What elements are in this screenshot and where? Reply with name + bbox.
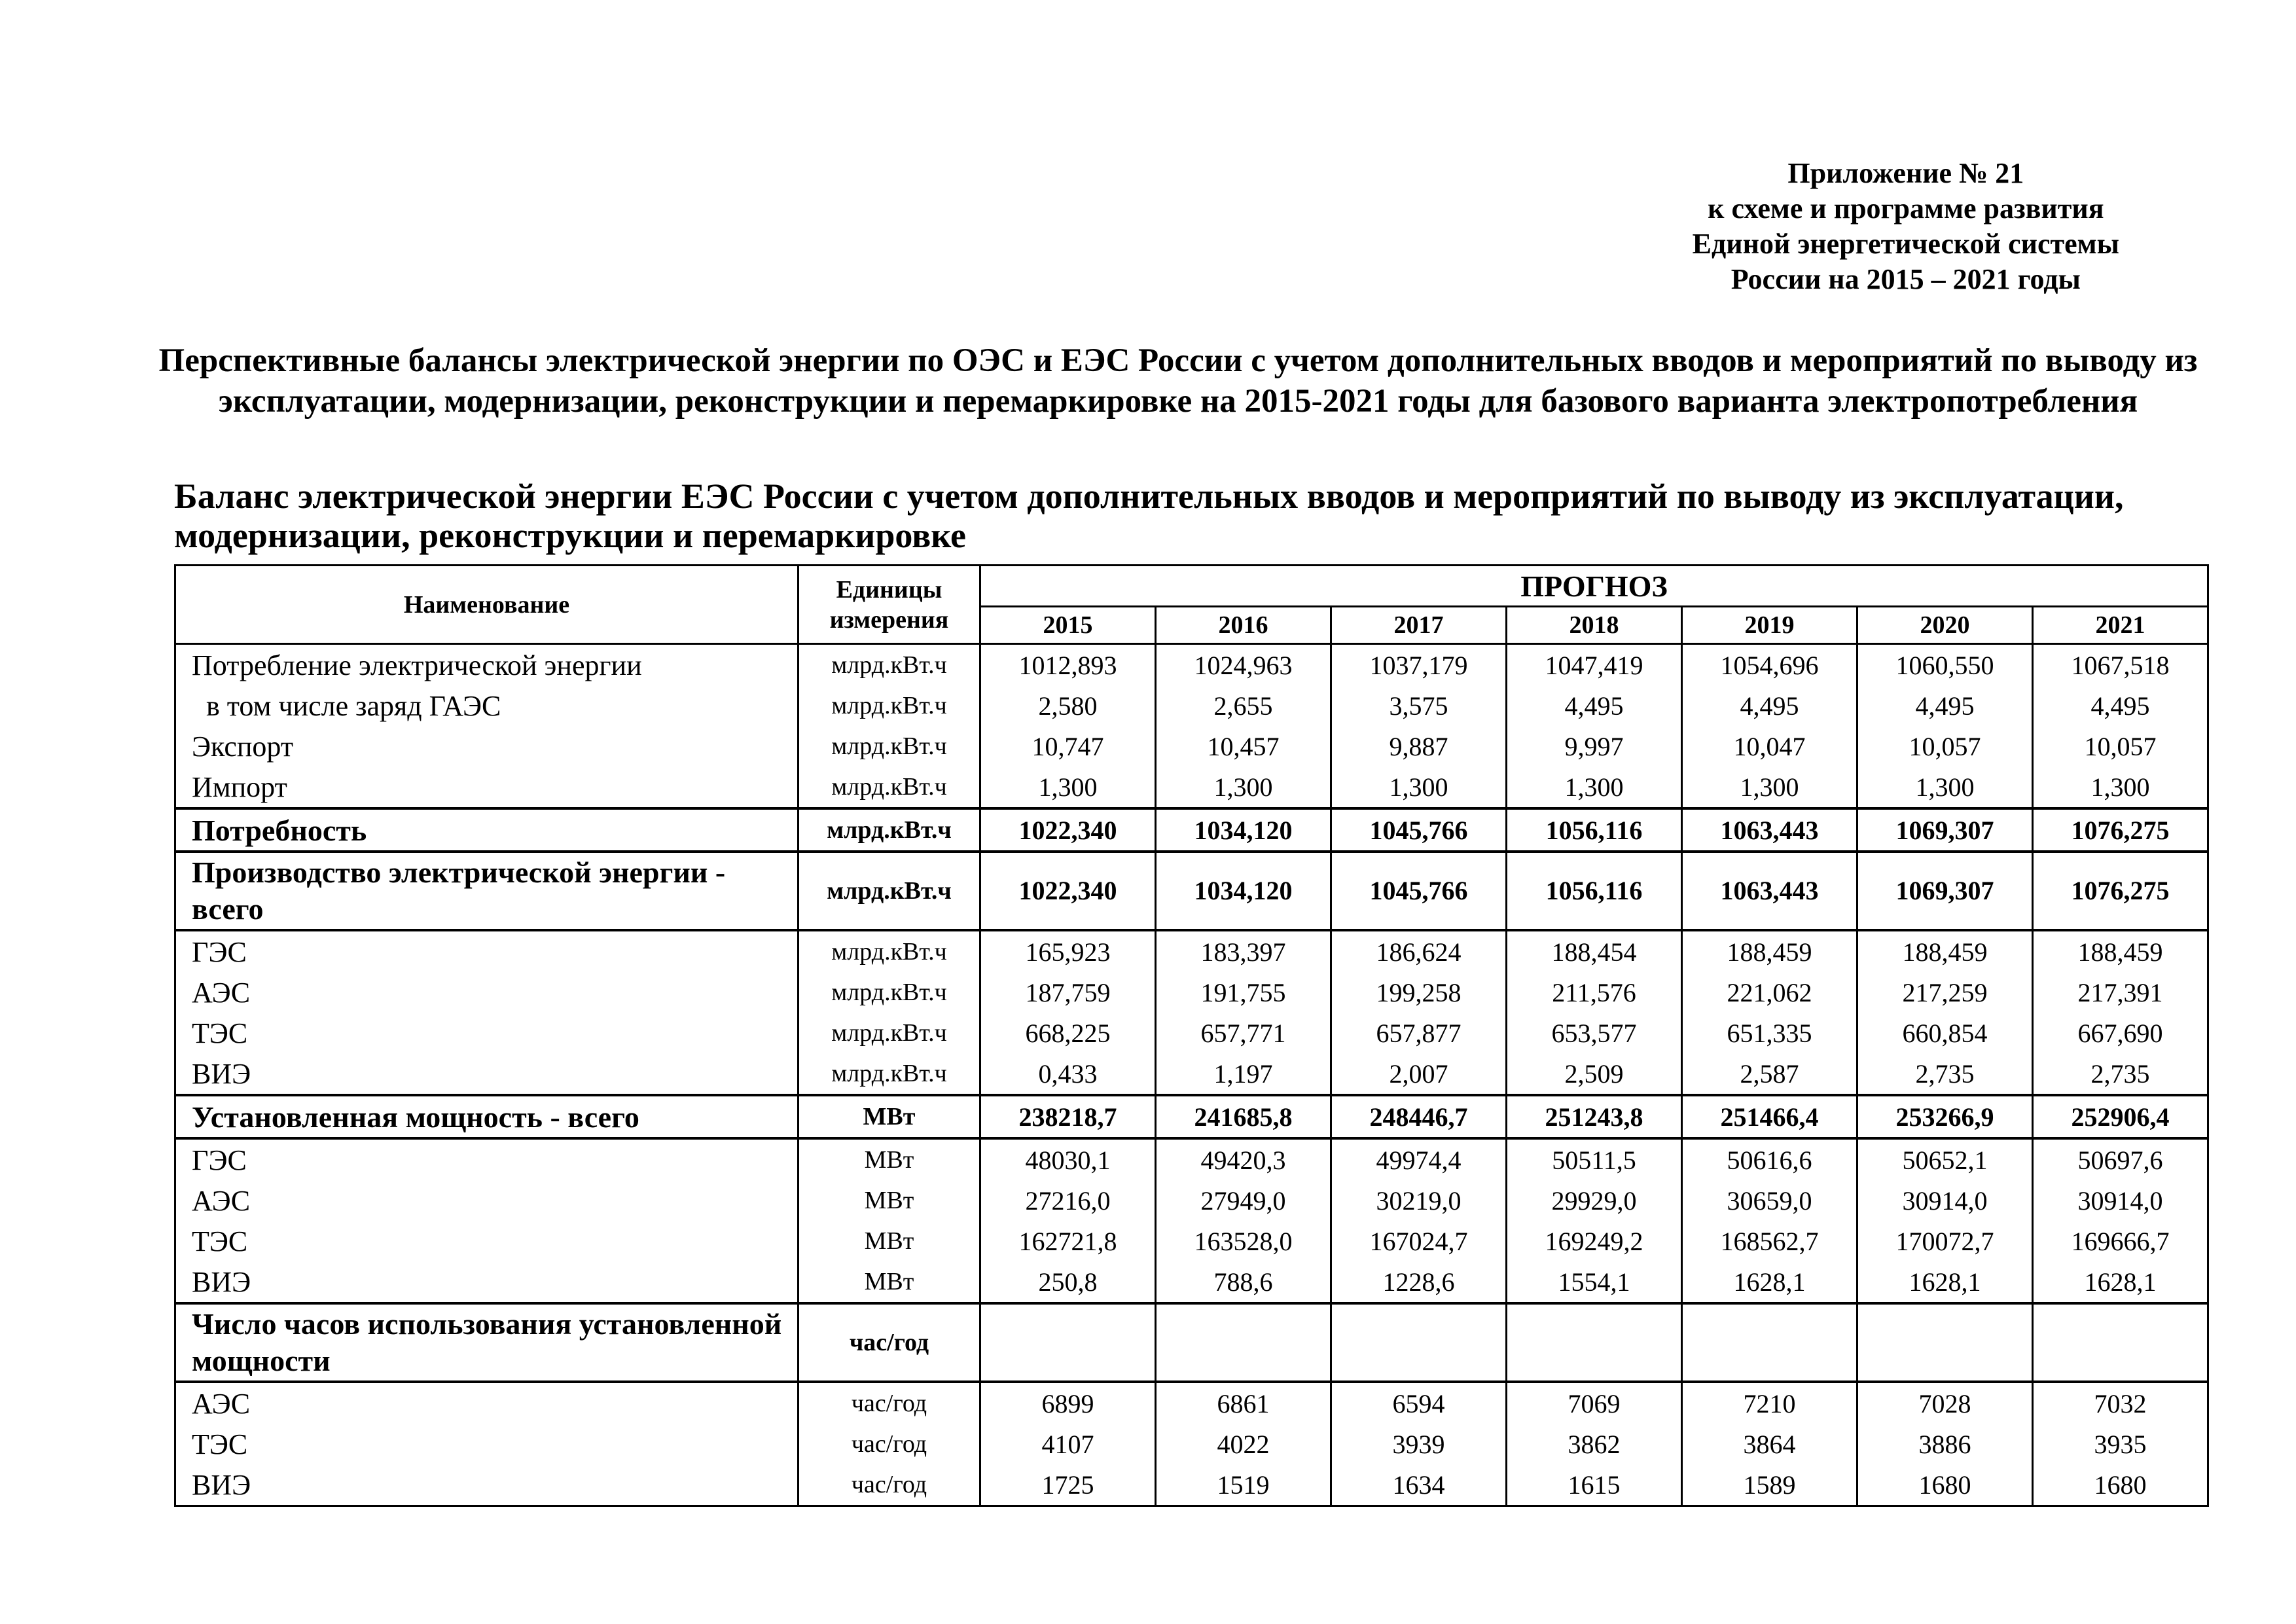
value-cell: 50511,5 (1507, 1138, 1682, 1180)
row-name: АЭС (175, 972, 798, 1013)
header-unit-line-1: Единицы (836, 575, 942, 604)
table-row (175, 644, 2208, 686)
header-year: 2019 (1682, 607, 1857, 644)
row-name: ВИЭ (175, 1261, 798, 1303)
appendix-block (1693, 156, 2119, 297)
value-cell: 188,459 (2033, 930, 2208, 972)
document-title: Перспективные балансы электрической энергии по ОЭС и ЕЭС России с учетом дополнительных вводов и мероприятий по выводу из эксплуатации, модернизации, реконструкции и перемаркировке на 2015-2021 годы для базового варианта электропотребления (158, 342, 2198, 420)
value-cell: 10,747 (980, 726, 1156, 767)
value-cell (1507, 1303, 1682, 1382)
table-row (175, 685, 2208, 726)
value-cell: 657,877 (1331, 1013, 1507, 1053)
value-cell: 3886 (1857, 1424, 2033, 1464)
value-cell: 2,587 (1682, 1053, 1857, 1095)
value-cell: 1012,893 (980, 644, 1156, 686)
value-cell: 6899 (980, 1382, 1156, 1424)
table-row (175, 852, 2208, 930)
header-name: Наименование (175, 566, 798, 644)
value-cell: 0,433 (980, 1053, 1156, 1095)
row-name: Потребление электрической энергии (175, 644, 798, 686)
value-cell: 165,923 (980, 930, 1156, 972)
row-name: ТЭС (175, 1013, 798, 1053)
table-row (175, 767, 2208, 808)
row-unit: МВт (798, 1180, 980, 1221)
value-cell: 1034,120 (1156, 808, 1331, 852)
value-cell: 251466,4 (1682, 1095, 1857, 1138)
row-name: ГЭС (175, 930, 798, 972)
value-cell: 188,459 (1857, 930, 2033, 972)
value-cell: 1628,1 (1682, 1261, 1857, 1303)
value-cell: 183,397 (1156, 930, 1331, 972)
row-unit: млрд.кВт.ч (798, 808, 980, 852)
value-cell: 6861 (1156, 1382, 1331, 1424)
header-year: 2016 (1156, 607, 1331, 644)
table-row (175, 726, 2208, 767)
row-unit: млрд.кВт.ч (798, 852, 980, 930)
value-cell: 30659,0 (1682, 1180, 1857, 1221)
value-cell: 1076,275 (2033, 808, 2208, 852)
value-cell: 168562,7 (1682, 1221, 1857, 1261)
table-title: Баланс электрической энергии ЕЭС России с учетом дополнительных вводов и мероприятий по выводу из эксплуатации, модернизации, реконструкции и перемаркировке (174, 477, 2124, 555)
value-cell: 169249,2 (1507, 1221, 1682, 1261)
table-row (175, 1221, 2208, 1261)
value-cell (1156, 1303, 1331, 1382)
appendix-number: Приложение № 21 (1787, 157, 2024, 189)
value-cell: 9,887 (1331, 726, 1507, 767)
value-cell: 1024,963 (1156, 644, 1331, 686)
value-cell: 667,690 (2033, 1013, 2208, 1053)
value-cell: 1056,116 (1507, 852, 1682, 930)
value-cell: 10,057 (2033, 726, 2208, 767)
row-name: Производство электрической энергии - всего (175, 852, 798, 930)
row-name: Число часов использования установленной мощности (175, 1303, 798, 1382)
value-cell: 1680 (1857, 1464, 2033, 1506)
value-cell: 1,300 (1857, 767, 2033, 808)
row-name: ТЭС (175, 1424, 798, 1464)
value-cell: 248446,7 (1331, 1095, 1507, 1138)
value-cell: 27216,0 (980, 1180, 1156, 1221)
row-unit: час/год (798, 1382, 980, 1424)
value-cell (980, 1303, 1156, 1382)
row-name: Импорт (175, 767, 798, 808)
table-row (175, 1303, 2208, 1382)
value-cell: 657,771 (1156, 1013, 1331, 1053)
appendix-line-3: Единой энергетической системы (1692, 228, 2119, 260)
value-cell: 10,057 (1857, 726, 2033, 767)
value-cell: 1,300 (1156, 767, 1331, 808)
value-cell: 1589 (1682, 1464, 1857, 1506)
value-cell: 167024,7 (1331, 1221, 1507, 1261)
value-cell: 4107 (980, 1424, 1156, 1464)
value-cell: 651,335 (1682, 1013, 1857, 1053)
value-cell: 660,854 (1857, 1013, 2033, 1053)
value-cell: 2,655 (1156, 685, 1331, 726)
value-cell: 186,624 (1331, 930, 1507, 972)
value-cell: 653,577 (1507, 1013, 1682, 1053)
value-cell: 1037,179 (1331, 644, 1507, 686)
value-cell: 1519 (1156, 1464, 1331, 1506)
value-cell: 27949,0 (1156, 1180, 1331, 1221)
row-unit: млрд.кВт.ч (798, 972, 980, 1013)
row-unit: час/год (798, 1303, 980, 1382)
value-cell: 50652,1 (1857, 1138, 2033, 1180)
value-cell: 1069,307 (1857, 808, 2033, 852)
value-cell: 199,258 (1331, 972, 1507, 1013)
header-forecast: ПРОГНОЗ (980, 566, 2208, 607)
value-cell: 2,509 (1507, 1053, 1682, 1095)
row-unit: млрд.кВт.ч (798, 726, 980, 767)
row-unit: час/год (798, 1464, 980, 1506)
row-unit: млрд.кВт.ч (798, 644, 980, 686)
value-cell: 4,495 (1857, 685, 2033, 726)
table-row (175, 808, 2208, 852)
value-cell: 1054,696 (1682, 644, 1857, 686)
value-cell: 1628,1 (1857, 1261, 2033, 1303)
value-cell: 10,047 (1682, 726, 1857, 767)
value-cell: 1,300 (1682, 767, 1857, 808)
value-cell: 48030,1 (980, 1138, 1156, 1180)
table-row (175, 1382, 2208, 1424)
header-unit-line-2: измерения (829, 605, 949, 634)
value-cell: 4,495 (1682, 685, 1857, 726)
table-row (175, 1424, 2208, 1464)
row-unit: млрд.кВт.ч (798, 767, 980, 808)
value-cell: 2,735 (2033, 1053, 2208, 1095)
value-cell: 1063,443 (1682, 852, 1857, 930)
value-cell: 1,197 (1156, 1053, 1331, 1095)
value-cell: 7028 (1857, 1382, 2033, 1424)
row-name: Установленная мощность - всего (175, 1095, 798, 1138)
value-cell: 50616,6 (1682, 1138, 1857, 1180)
row-name: в том числе заряд ГАЭС (175, 685, 798, 726)
table-row (175, 930, 2208, 972)
value-cell: 251243,8 (1507, 1095, 1682, 1138)
value-cell: 1067,518 (2033, 644, 2208, 686)
header-year: 2021 (2033, 607, 2208, 644)
row-unit: млрд.кВт.ч (798, 930, 980, 972)
row-unit: млрд.кВт.ч (798, 1013, 980, 1053)
table-row (175, 1013, 2208, 1053)
value-cell: 1069,307 (1857, 852, 2033, 930)
value-cell: 7069 (1507, 1382, 1682, 1424)
value-cell: 30914,0 (1857, 1180, 2033, 1221)
value-cell: 188,459 (1682, 930, 1857, 972)
row-unit: млрд.кВт.ч (798, 1053, 980, 1095)
appendix-line-4: России на 2015 – 2021 годы (1731, 263, 2081, 295)
value-cell: 668,225 (980, 1013, 1156, 1053)
value-cell: 188,454 (1507, 930, 1682, 972)
value-cell: 1045,766 (1331, 808, 1507, 852)
value-cell: 9,997 (1507, 726, 1682, 767)
row-unit: МВт (798, 1095, 980, 1138)
value-cell: 217,391 (2033, 972, 2208, 1013)
row-name: Потребность (175, 808, 798, 852)
value-cell: 2,007 (1331, 1053, 1507, 1095)
value-cell: 3862 (1507, 1424, 1682, 1464)
value-cell: 49974,4 (1331, 1138, 1507, 1180)
value-cell: 49420,3 (1156, 1138, 1331, 1180)
table-row (175, 1261, 2208, 1303)
value-cell: 238218,7 (980, 1095, 1156, 1138)
value-cell: 162721,8 (980, 1221, 1156, 1261)
row-unit: МВт (798, 1261, 980, 1303)
value-cell: 29929,0 (1507, 1180, 1682, 1221)
row-unit: млрд.кВт.ч (798, 685, 980, 726)
value-cell: 1034,120 (1156, 852, 1331, 930)
value-cell: 7210 (1682, 1382, 1857, 1424)
value-cell: 10,457 (1156, 726, 1331, 767)
row-unit: час/год (798, 1424, 980, 1464)
value-cell: 1060,550 (1857, 644, 2033, 686)
value-cell: 250,8 (980, 1261, 1156, 1303)
value-cell: 169666,7 (2033, 1221, 2208, 1261)
table-row (175, 1053, 2208, 1095)
value-cell: 1228,6 (1331, 1261, 1507, 1303)
row-name: ГЭС (175, 1138, 798, 1180)
value-cell: 1725 (980, 1464, 1156, 1506)
row-name: Экспорт (175, 726, 798, 767)
header-year: 2017 (1331, 607, 1507, 644)
row-unit: МВт (798, 1138, 980, 1180)
value-cell: 211,576 (1507, 972, 1682, 1013)
value-cell: 1,300 (980, 767, 1156, 808)
value-cell: 1615 (1507, 1464, 1682, 1506)
value-cell: 1047,419 (1507, 644, 1682, 686)
value-cell: 253266,9 (1857, 1095, 2033, 1138)
value-cell: 1554,1 (1507, 1261, 1682, 1303)
value-cell: 1022,340 (980, 852, 1156, 930)
value-cell: 1022,340 (980, 808, 1156, 852)
row-name: ТЭС (175, 1221, 798, 1261)
value-cell: 1,300 (1331, 767, 1507, 808)
value-cell: 221,062 (1682, 972, 1857, 1013)
table-row (175, 1180, 2208, 1221)
value-cell: 2,580 (980, 685, 1156, 726)
value-cell: 30914,0 (2033, 1180, 2208, 1221)
value-cell: 7032 (2033, 1382, 2208, 1424)
value-cell: 163528,0 (1156, 1221, 1331, 1261)
value-cell: 50697,6 (2033, 1138, 2208, 1180)
value-cell (1857, 1303, 2033, 1382)
header-year: 2015 (980, 607, 1156, 644)
appendix-line-2: к схеме и программе развития (1708, 192, 2104, 225)
value-cell: 1634 (1331, 1464, 1507, 1506)
table-row (175, 1464, 2208, 1506)
value-cell: 3864 (1682, 1424, 1857, 1464)
value-cell: 3939 (1331, 1424, 1507, 1464)
value-cell (1331, 1303, 1507, 1382)
value-cell: 1076,275 (2033, 852, 2208, 930)
value-cell: 788,6 (1156, 1261, 1331, 1303)
row-name: АЭС (175, 1180, 798, 1221)
balance-table (174, 564, 2209, 1507)
value-cell: 4022 (1156, 1424, 1331, 1464)
value-cell: 1,300 (1507, 767, 1682, 808)
value-cell (1682, 1303, 1857, 1382)
row-name: АЭС (175, 1382, 798, 1424)
table-row (175, 972, 2208, 1013)
value-cell: 1628,1 (2033, 1261, 2208, 1303)
table-body (175, 644, 2208, 1506)
row-name: ВИЭ (175, 1464, 798, 1506)
row-name: ВИЭ (175, 1053, 798, 1095)
value-cell: 2,735 (1857, 1053, 2033, 1095)
value-cell: 30219,0 (1331, 1180, 1507, 1221)
value-cell: 3,575 (1331, 685, 1507, 726)
value-cell (2033, 1303, 2208, 1382)
value-cell: 252906,4 (2033, 1095, 2208, 1138)
value-cell: 170072,7 (1857, 1221, 2033, 1261)
value-cell: 1,300 (2033, 767, 2208, 808)
value-cell: 241685,8 (1156, 1095, 1331, 1138)
value-cell: 1063,443 (1682, 808, 1857, 852)
table-row (175, 1095, 2208, 1138)
header-year: 2018 (1507, 607, 1682, 644)
value-cell: 191,755 (1156, 972, 1331, 1013)
value-cell: 217,259 (1857, 972, 2033, 1013)
value-cell: 1045,766 (1331, 852, 1507, 930)
value-cell: 6594 (1331, 1382, 1507, 1424)
value-cell: 1056,116 (1507, 808, 1682, 852)
header-year: 2020 (1857, 607, 2033, 644)
value-cell: 4,495 (2033, 685, 2208, 726)
table-row (175, 1138, 2208, 1180)
header-unit (798, 566, 980, 644)
value-cell: 3935 (2033, 1424, 2208, 1464)
value-cell: 187,759 (980, 972, 1156, 1013)
row-unit: МВт (798, 1221, 980, 1261)
value-cell: 1680 (2033, 1464, 2208, 1506)
value-cell: 4,495 (1507, 685, 1682, 726)
